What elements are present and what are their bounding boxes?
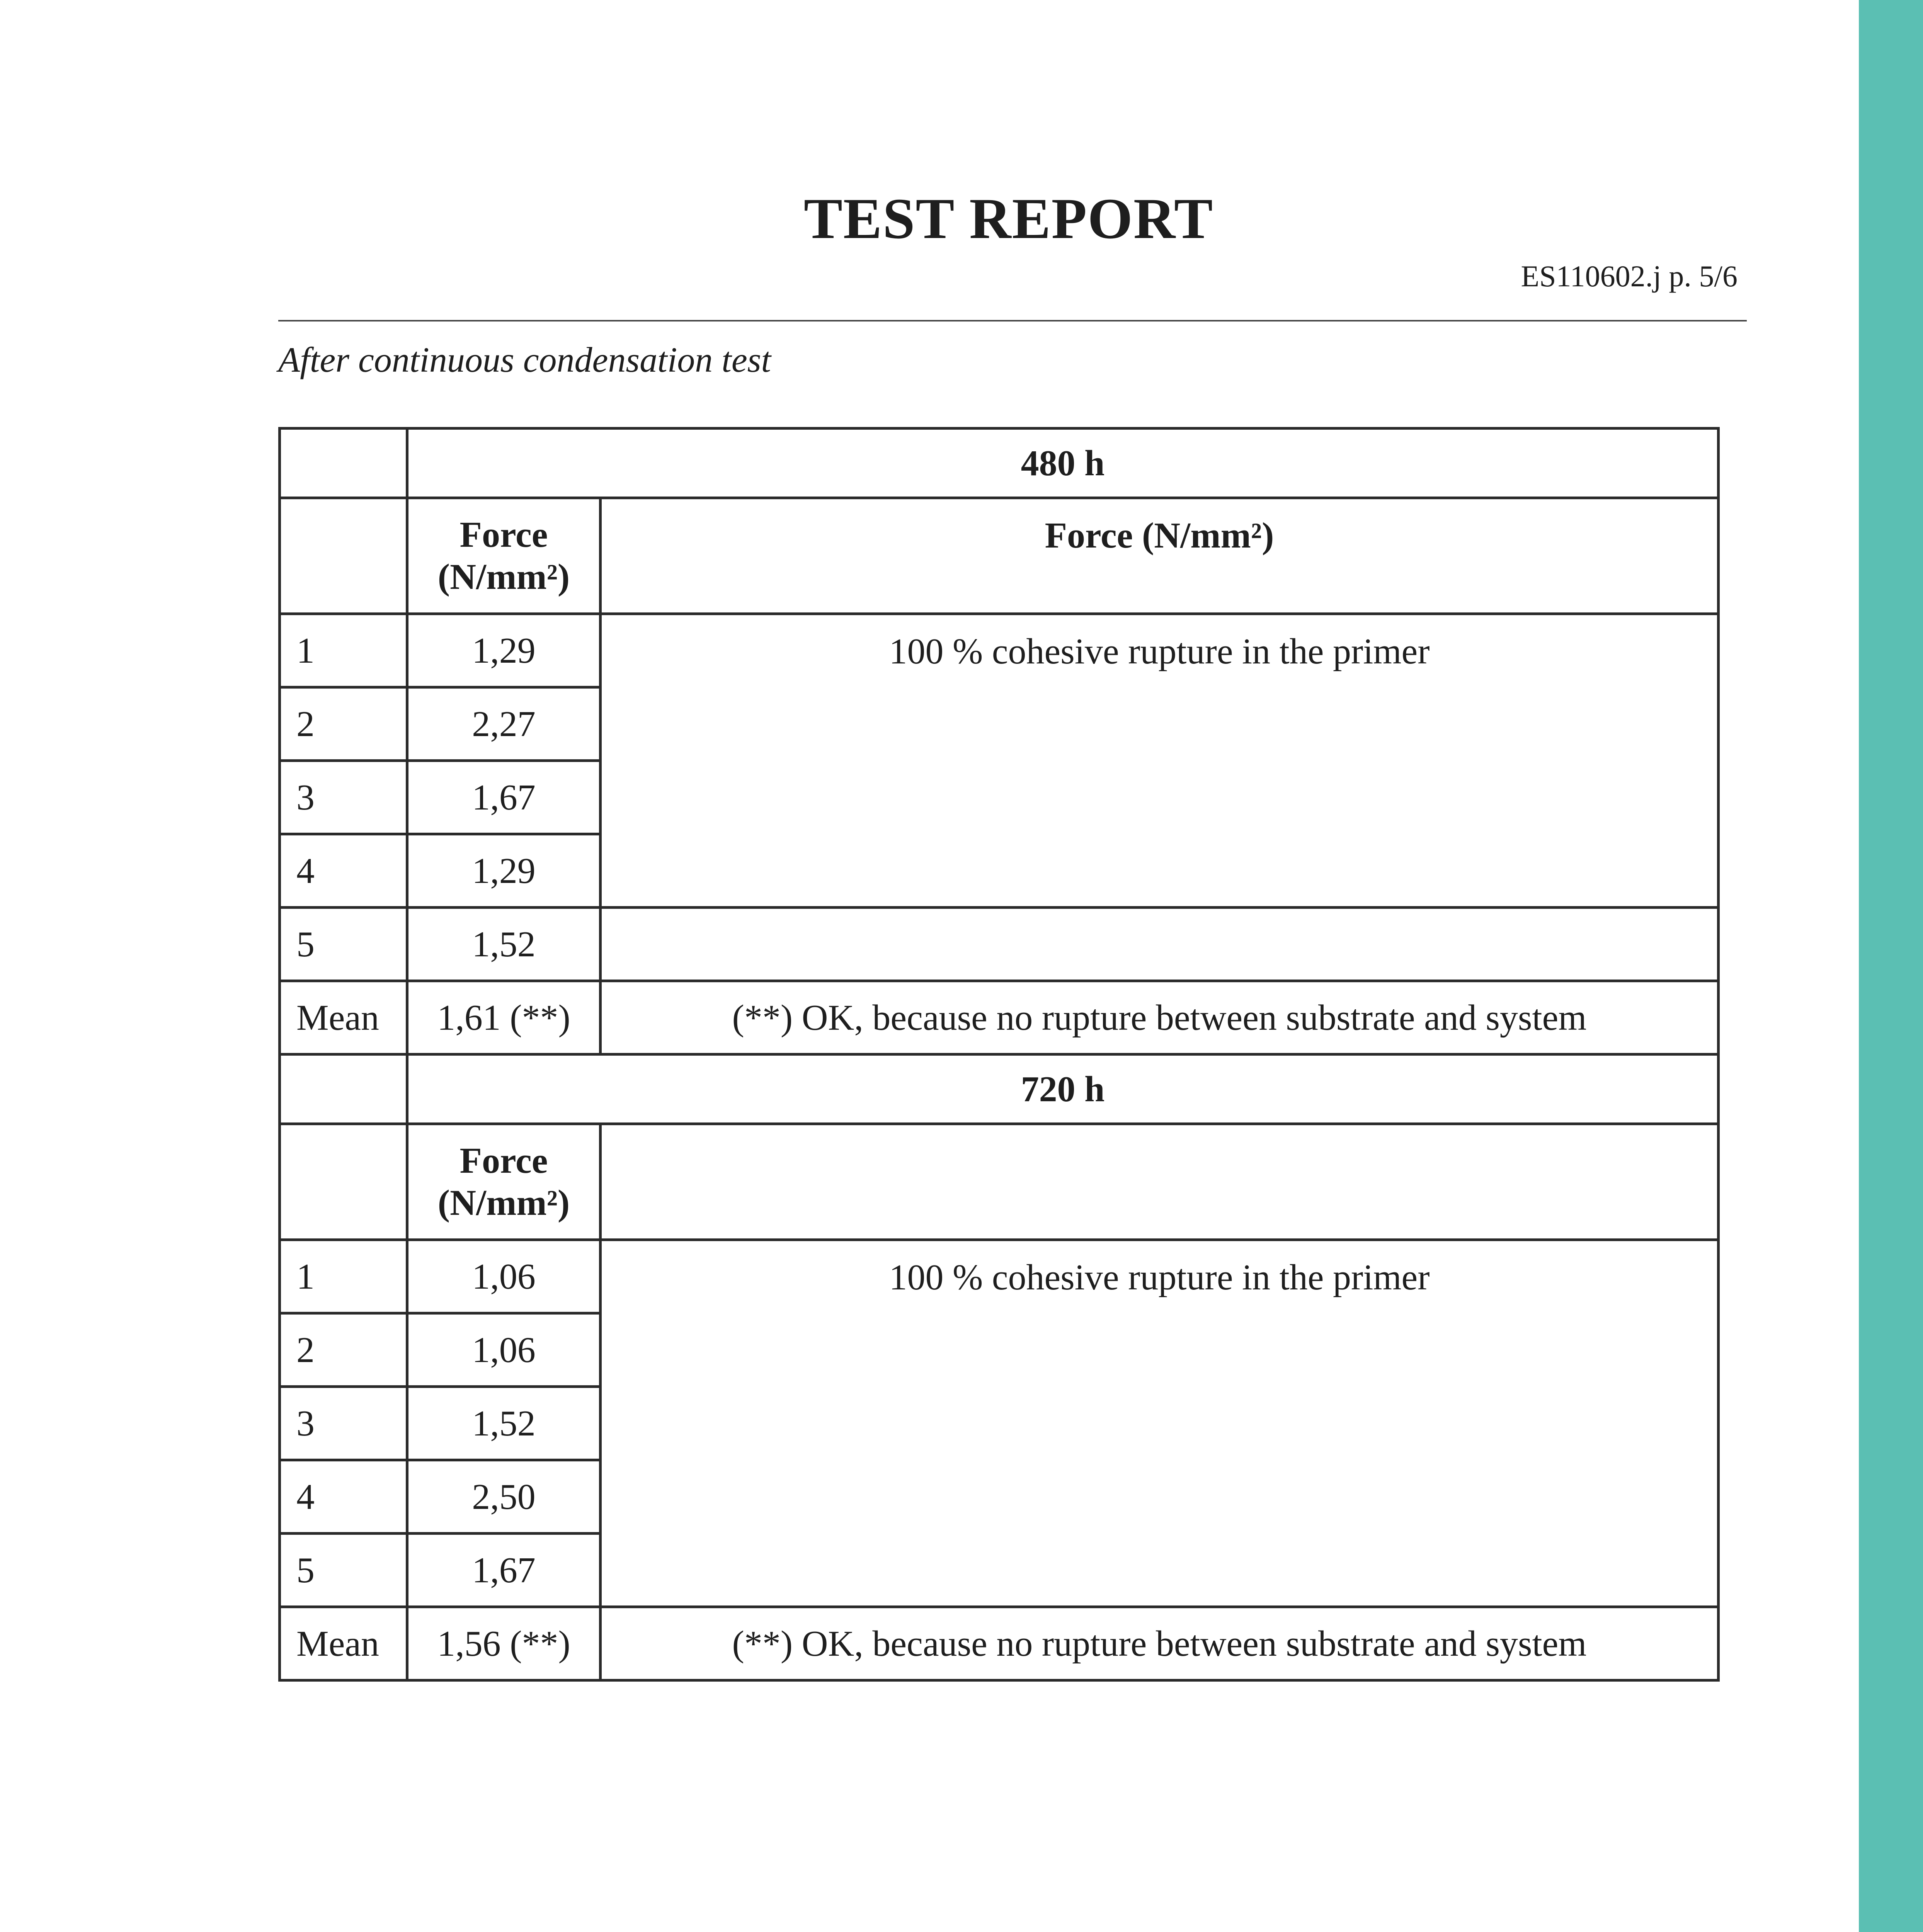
force-value: 2,27	[407, 687, 601, 761]
sample-number: 4	[280, 834, 407, 908]
table-row	[280, 614, 1719, 687]
empty-cell	[280, 1054, 407, 1124]
mean-label: Mean	[280, 1607, 407, 1680]
mean-row	[280, 1607, 1719, 1680]
empty-cell	[280, 429, 407, 498]
force-value: 1,52	[407, 908, 601, 981]
rupture-note: 100 % cohesive rupture in the primer	[601, 1240, 1719, 1607]
header-divider	[278, 320, 1747, 321]
section-subtitle: After continuous condensation test	[278, 340, 771, 379]
force-value: 1,52	[407, 1387, 601, 1460]
period-label: 480 h	[407, 429, 1719, 498]
sample-number: 5	[280, 908, 407, 981]
mean-note: (**) OK, because no rupture between substrate and system	[601, 1607, 1719, 1680]
empty-cell	[280, 498, 407, 614]
report-reference: ES110602.j p. 5/6	[1521, 259, 1738, 293]
force-value: 1,06	[407, 1313, 601, 1387]
description-column-header	[601, 1124, 1719, 1240]
mean-value: 1,61 (**)	[407, 981, 601, 1054]
sample-number: 4	[280, 1460, 407, 1534]
column-header-row	[280, 498, 1719, 614]
mean-row	[280, 981, 1719, 1054]
period-row-720h	[280, 1054, 1719, 1124]
mean-label: Mean	[280, 981, 407, 1054]
sample-number: 3	[280, 761, 407, 834]
sample-number: 1	[280, 1240, 407, 1313]
column-header-row	[280, 1124, 1719, 1240]
force-value: 2,50	[407, 1460, 601, 1534]
empty-cell	[601, 908, 1719, 981]
sample-number: 5	[280, 1534, 407, 1607]
side-color-strip	[1859, 0, 1923, 1932]
period-label: 720 h	[407, 1054, 1719, 1124]
sample-number: 1	[280, 614, 407, 687]
sample-number: 3	[280, 1387, 407, 1460]
empty-cell	[280, 1124, 407, 1240]
mean-value: 1,56 (**)	[407, 1607, 601, 1680]
rupture-note: 100 % cohesive rupture in the primer	[601, 614, 1719, 908]
table-row	[280, 1240, 1719, 1313]
sample-number: 2	[280, 687, 407, 761]
description-column-header: Force (N/mm²)	[601, 498, 1719, 614]
force-value: 1,29	[407, 614, 601, 687]
mean-note: (**) OK, because no rupture between substrate and system	[601, 981, 1719, 1054]
force-column-header: Force (N/mm²)	[407, 498, 601, 614]
force-value: 1,29	[407, 834, 601, 908]
sample-number: 2	[280, 1313, 407, 1387]
force-column-header: Force (N/mm²)	[407, 1124, 601, 1240]
force-value: 1,67	[407, 761, 601, 834]
force-value: 1,06	[407, 1240, 601, 1313]
period-row-480h	[280, 429, 1719, 498]
results-table	[278, 427, 1720, 1682]
force-value: 1,67	[407, 1534, 601, 1607]
page-title: TEST REPORT	[803, 187, 1214, 251]
table-row	[280, 908, 1719, 981]
